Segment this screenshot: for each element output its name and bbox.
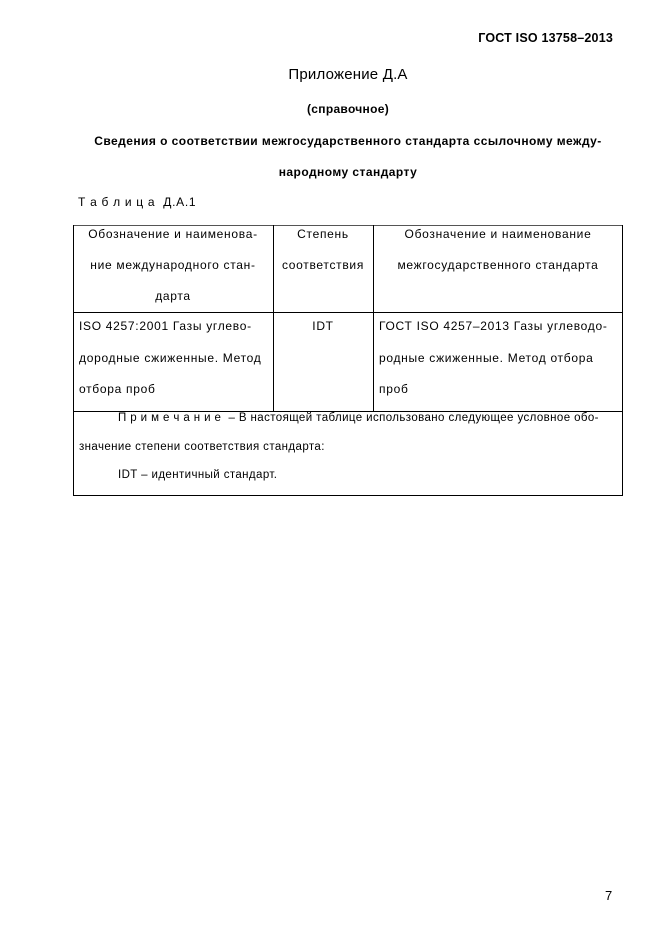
cell-text-line: дарта bbox=[155, 289, 191, 303]
cell-text-line: Обозначение и наименова- bbox=[88, 227, 258, 241]
table-caption: Т а б л и ц а Д.А.1 bbox=[78, 195, 197, 209]
table-cell-interstate-standard bbox=[373, 312, 623, 411]
header-cell-international-standard bbox=[73, 225, 273, 312]
cell-text-line: родные сжиженные. Метод отбора bbox=[379, 351, 594, 365]
cell-text-line: ISO 4257:2001 Газы углево- bbox=[79, 319, 252, 333]
document-code: ГОСТ ISO 13758–2013 bbox=[478, 31, 613, 45]
appendix-status: (справочное) bbox=[307, 102, 389, 116]
appendix-title: Приложение Д.А bbox=[288, 66, 408, 83]
cell-text-line: межгосударственного стандарта bbox=[397, 258, 599, 272]
cell-text-line: дородные сжиженные. Метод bbox=[79, 351, 262, 365]
header-cell-degree-of-correspondence bbox=[273, 225, 373, 312]
table-note bbox=[73, 411, 623, 496]
appendix-heading-line: Сведения о соответствии межгосударственного стандарта ссылочному между- bbox=[94, 134, 602, 148]
cell-text-line: Обозначение и наименование bbox=[404, 227, 592, 241]
header-cell-interstate-standard bbox=[373, 225, 623, 312]
cell-text-line: IDT bbox=[312, 319, 334, 333]
cell-text-line: Степень bbox=[297, 227, 349, 241]
cell-text-line: соответствия bbox=[281, 258, 365, 272]
correspondence-table bbox=[73, 225, 623, 496]
table-cell-international-standard bbox=[73, 312, 273, 411]
appendix-heading-line: народному стандарту bbox=[278, 165, 418, 179]
cell-text-line: проб bbox=[379, 382, 409, 396]
cell-text-line: ГОСТ ISO 4257–2013 Газы углеводо- bbox=[379, 319, 608, 333]
table-cell-degree bbox=[273, 312, 373, 411]
page-number: 7 bbox=[605, 888, 613, 903]
note-text-line: значение степени соответствия стандарта: bbox=[79, 441, 325, 453]
note-text-line: IDT – идентичный стандарт. bbox=[118, 469, 278, 481]
note-text-line: П р и м е ч а н и е – В настоящей таблице использовано следующее условное обо- bbox=[118, 412, 599, 424]
cell-text-line: отбора проб bbox=[79, 382, 156, 396]
cell-text-line: ние международного стан- bbox=[90, 258, 256, 272]
